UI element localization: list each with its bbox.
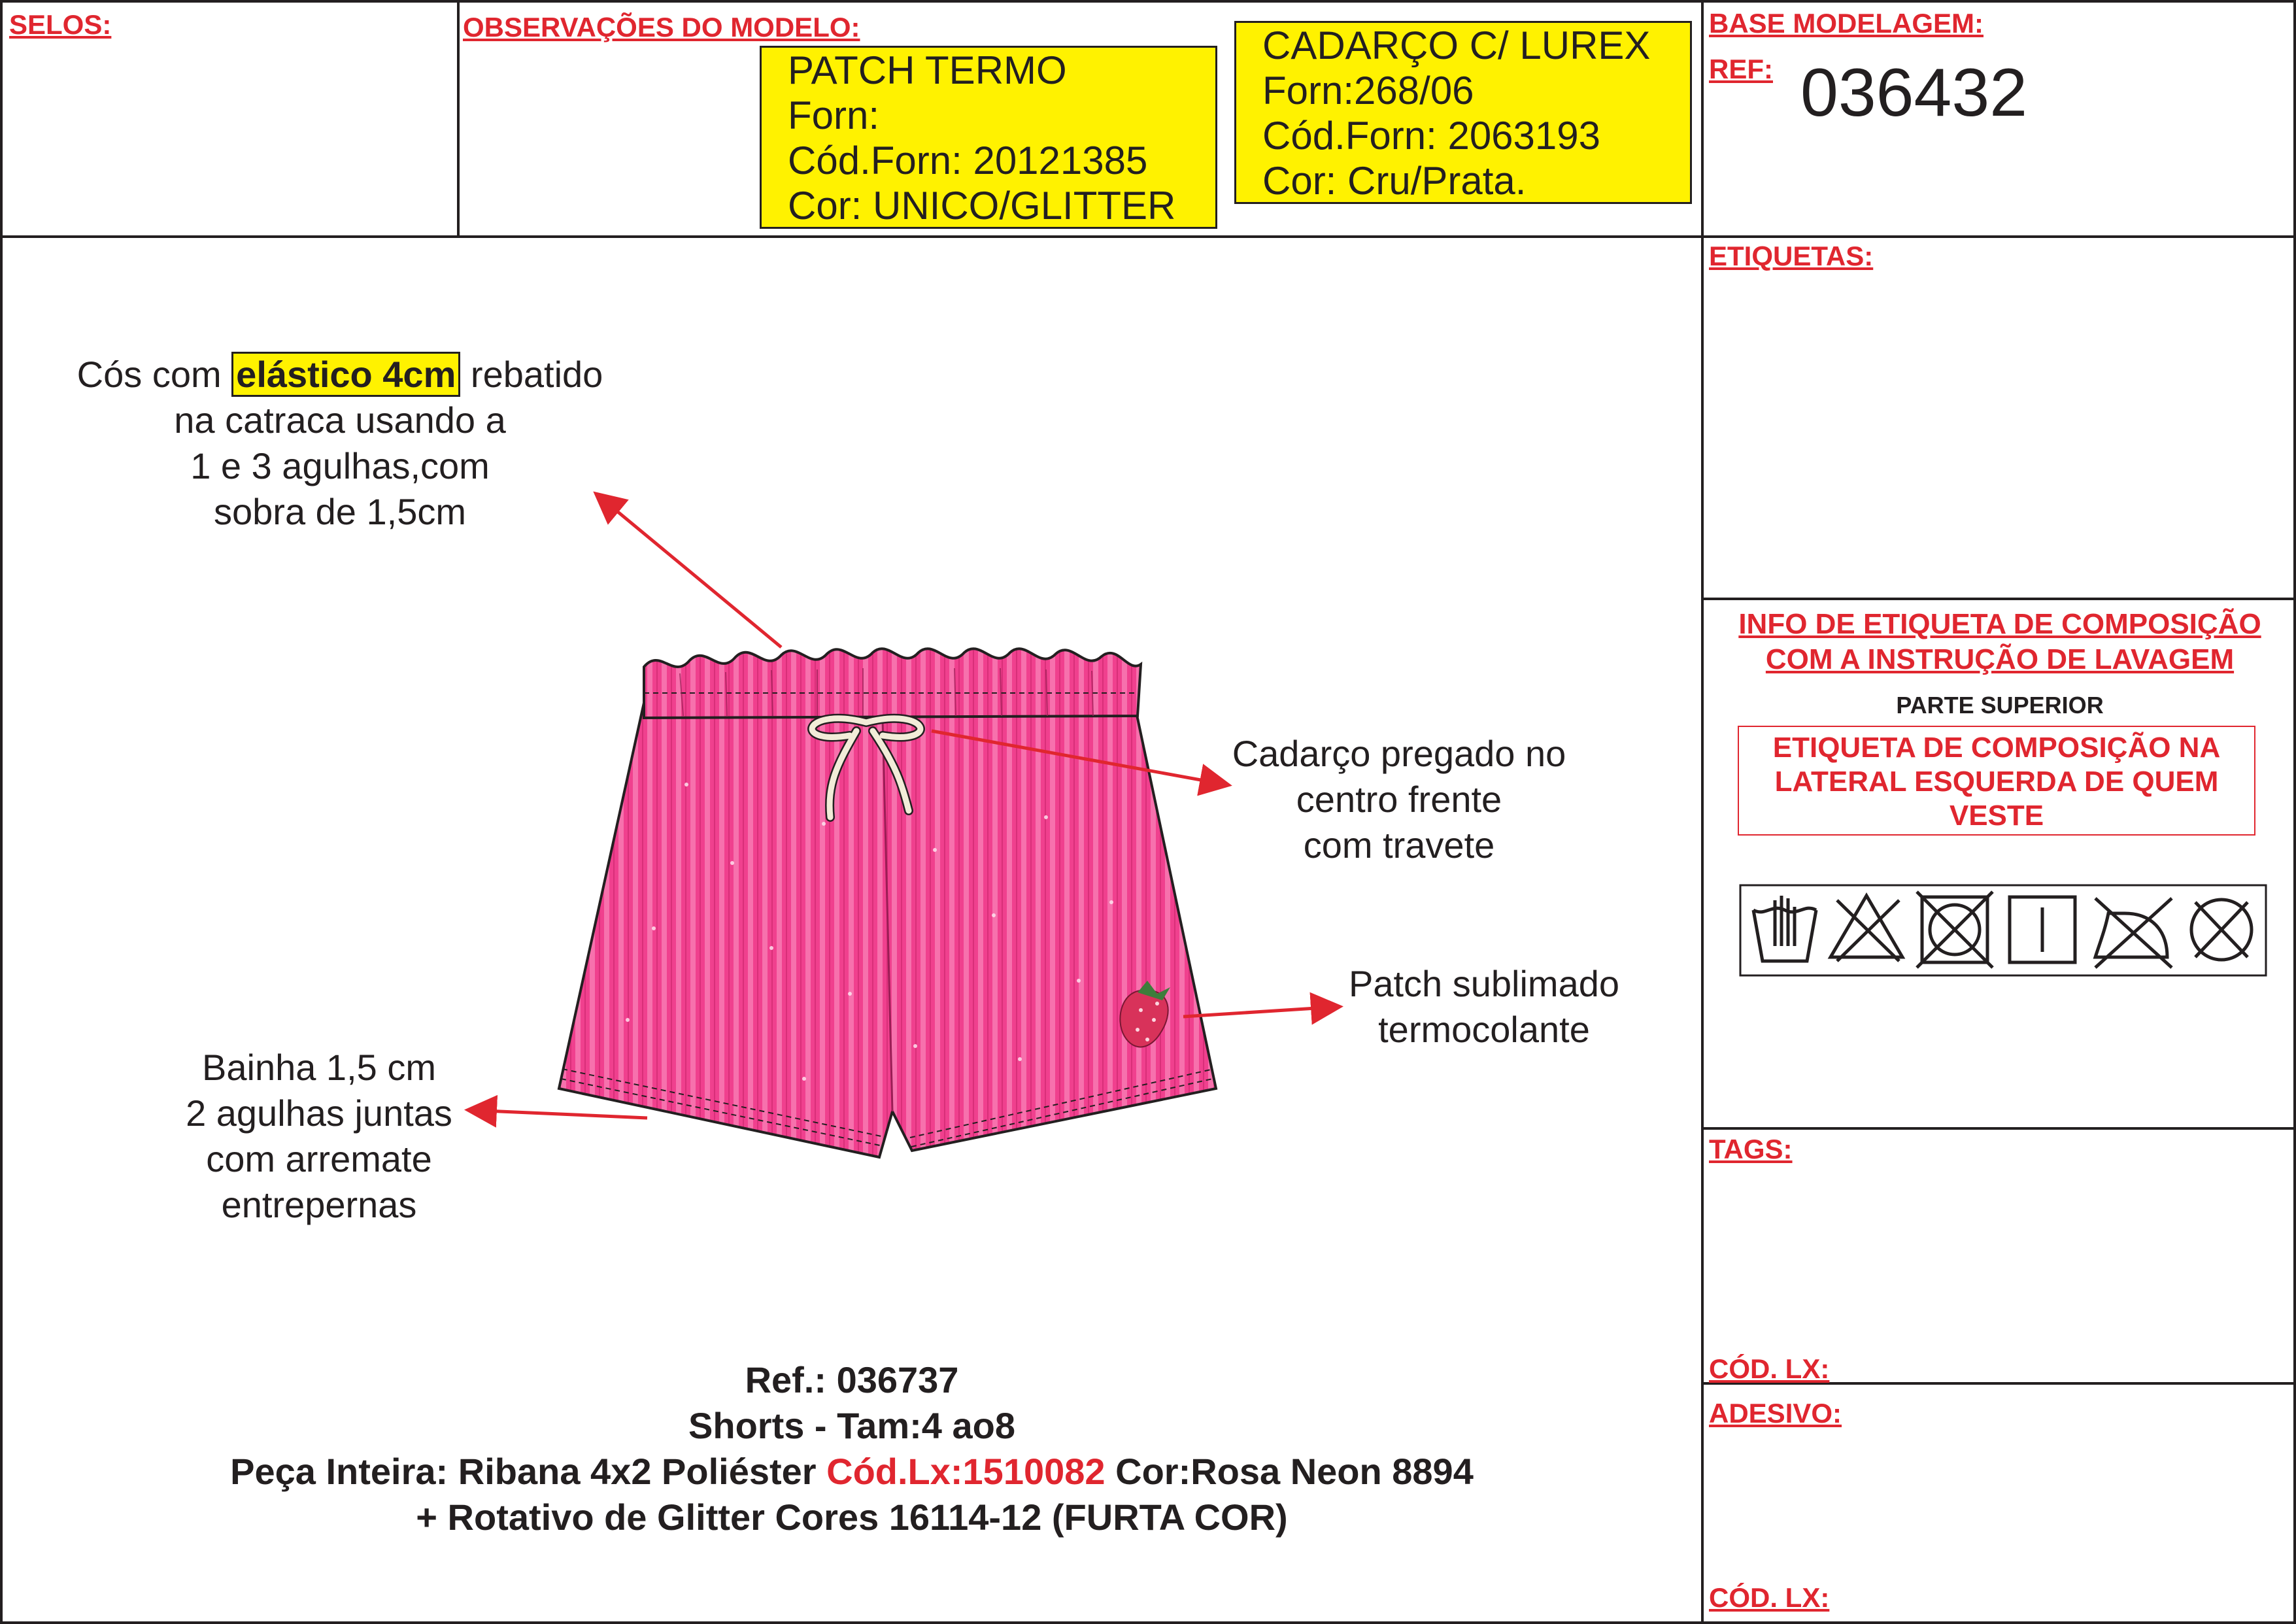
patch-spec-title: PATCH TERMO	[788, 48, 1067, 92]
waist-arrow	[598, 496, 781, 647]
drawstring-note-line3: com travete	[1303, 824, 1495, 866]
cod-lx-adesivo: CÓD. LX:	[1709, 1582, 1830, 1613]
cod-lx-tags: CÓD. LX:	[1709, 1353, 1830, 1384]
waist-note-line4: sobra de 1,5cm	[214, 491, 466, 532]
waist-note-suffix: rebatido	[460, 354, 603, 395]
care-symbols-strip	[1739, 884, 2267, 977]
footer-fabric-prefix: Peça Inteira: Ribana 4x2 Poliéster	[230, 1451, 827, 1492]
ref-number: 036432	[1800, 55, 2028, 131]
care-label-title-line2: COM A INSTRUÇÃO DE LAVAGEM	[1765, 643, 2235, 675]
drawstring-note-line2: centro frente	[1296, 779, 1502, 820]
right-divider-3	[1702, 1127, 2296, 1130]
etiquetas-header: ETIQUETAS:	[1709, 241, 1874, 271]
composition-box-line1: ETIQUETA DE COMPOSIÇÃO NA	[1772, 732, 2221, 764]
drawstring-note-line1: Cadarço pregado no	[1232, 733, 1566, 774]
patch-spec-color: Cor: UNICO/GLITTER	[788, 184, 1176, 228]
patch-spec-code: Cód.Forn: 20121385	[788, 139, 1148, 182]
cadarco-spec-code: Cód.Forn: 2063193	[1262, 114, 1601, 158]
right-divider-1	[1702, 235, 2296, 238]
right-divider-2	[1702, 598, 2296, 600]
patch-note-line2: termocolante	[1378, 1009, 1590, 1050]
selos-header: SELOS:	[9, 9, 112, 40]
waist-note-highlight: elástico 4cm	[231, 352, 460, 397]
tags-header: TAGS:	[1709, 1134, 1793, 1164]
cadarco-spec-color: Cor: Cru/Prata.	[1262, 159, 1527, 203]
patch-note-line1: Patch sublimado	[1348, 963, 1619, 1004]
patch-spec-supplier: Forn:	[788, 93, 880, 137]
footer-spec	[0, 1357, 1704, 1540]
care-label-title	[1704, 607, 2296, 677]
footer-fabric-code: Cód.Lx:1510082	[826, 1451, 1106, 1492]
footer-fabric-suffix: Cor:Rosa Neon 8894	[1105, 1451, 1474, 1492]
observacoes-header: OBSERVAÇÕES DO MODELO:	[463, 12, 860, 42]
footer-glitter: + Rotativo de Glitter Cores 16114-12 (FURTA COR)	[416, 1497, 1288, 1538]
hem-note-line3: com arremate	[206, 1138, 432, 1179]
footer-product: Shorts - Tam:4 ao8	[688, 1405, 1015, 1446]
footer-ref: Ref.: 036737	[745, 1359, 959, 1400]
waist-note-line2: na catraca usando a	[174, 399, 506, 441]
care-label-title-line1: INFO DE ETIQUETA DE COMPOSIÇÃO	[1738, 608, 2261, 640]
care-label-subtitle: PARTE SUPERIOR	[1896, 692, 2104, 719]
ref-header: REF:	[1709, 54, 1773, 84]
hem-note-line2: 2 agulhas juntas	[186, 1092, 452, 1134]
hem-arrow	[471, 1110, 647, 1118]
patch-arrow	[1183, 1007, 1337, 1017]
hem-note-line1: Bainha 1,5 cm	[202, 1047, 436, 1088]
composition-position-box	[1738, 726, 2255, 836]
composition-box-line2: LATERAL ESQUERDA DE QUEM	[1774, 766, 2219, 798]
waistband	[644, 649, 1141, 718]
composition-box-line3: VESTE	[1949, 800, 2044, 832]
adesivo-header: ADESIVO:	[1709, 1398, 1842, 1429]
cadarco-spec-supplier: Forn:268/06	[1262, 69, 1474, 112]
waist-note-prefix: Cós com	[76, 354, 232, 395]
base-modelagem-header: BASE MODELAGEM:	[1709, 8, 1984, 39]
cadarco-spec-title: CADARÇO C/ LUREX	[1262, 24, 1651, 67]
waist-note-line3: 1 e 3 agulhas,com	[190, 445, 490, 486]
hem-note-line4: entrepernas	[221, 1184, 417, 1225]
